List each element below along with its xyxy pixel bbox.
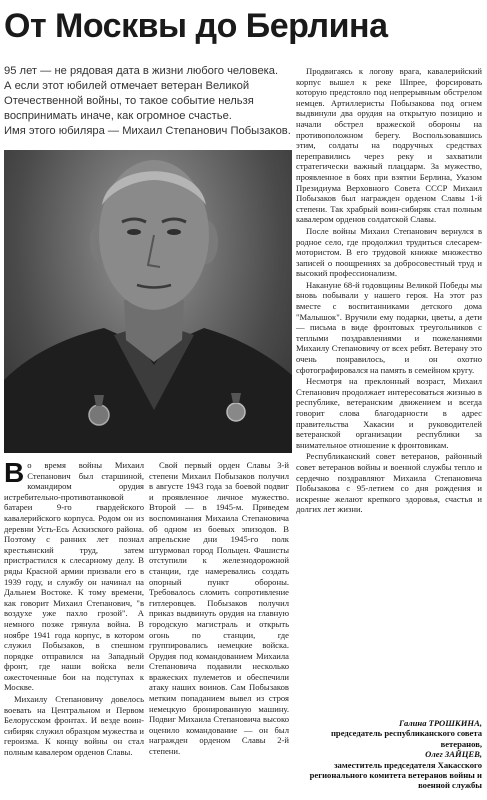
article-column-1 — [4, 457, 144, 790]
paragraph: Продвигаясь к логову врага, кавалерийский корпус вышел к реке Шпрее, форсировать которую предстояло под непрерывным обстрелом немцев. Артиллеристы Побызакова под огнем выдвинули два орудия на открытую позицию и начали обстрел вражеской обороны на противоположном берегу. Воспользовавшись этим, солдаты на подручных средствах переправились через реку и захватили стратегически важный плацдарм. За мужество, проявленное в боях при взятии Берлина, Указом Президиума Верховного Совета СССР Михаил Побызаков был награжден орденом Славы 1-й степени. Так храбрый воин-сибиряк стал полным кавалером орденов солдатской Славы. — [296, 66, 482, 225]
signature-role: председатель республиканского совета ветеранов, — [330, 728, 482, 749]
article-column-3 — [296, 66, 482, 726]
signature-name: Галина ТРОШКИНА, — [398, 718, 482, 728]
paragraph: После войны Михаил Степанович вернулся в родное село, где продолжил трудиться слесарем-мотористом. В его трудовой книжке множество записей о поощрениях за добросовестный труд и высокий профессионализм. — [296, 225, 482, 279]
drop-cap: В — [4, 457, 25, 488]
lead-line: Имя этого юбиляра — Михаил Степанович Побызаков. — [4, 125, 291, 137]
paragraph: Несмотря на преклонный возраст, Михаил Степанович продолжает интересоваться жизнью в республике, ветеранским движением и всегда говорит слова благодарности в адрес правительства Хакасии и руководителей ветеранской организации республики за внимательное отношение к фронтовикам. — [296, 376, 482, 450]
article-signature — [296, 718, 482, 791]
article-lead — [4, 64, 294, 139]
signature-name: Олег ЗАЙЦЕВ, — [425, 749, 482, 760]
signature-role: заместитель председателя Хакасского регионального комитета ветеранов войны и военной службы — [309, 759, 482, 791]
veteran-portrait-photo — [4, 150, 292, 453]
lead-line: 95 лет — не рядовая дата в жизни любого человека. — [4, 65, 279, 77]
article-column-2 — [149, 460, 289, 790]
paragraph: Свой первый орден Славы 3-й степени Михаил Побызаков получил в августе 1943 года за боевой подвиг и проявленное личное мужество. Второй — в 1945-м. Приведем воспоминания Михаила Степановича об одном из боевых эпизодов. В апрельские дни 1945-го полк штурмовал город Польцен. Фашисты отступили к железнодорожной станции, где намеревались создать опорный пункт обороны. Требовалось сломить сопротивление гитлеровцев. Побызаков получил приказ выдвинуть орудия на главную городскую магистраль и открыть огонь по станции, где группировались немецкие войска. Орудия под командованием Михаила Степановича подавили несколько вражеских пулеметов и обеспечили атаку наших воинов. Сам Побызаков метким попаданием вывел из строя немецкую бронированную машину. Подвиг Михаила Степановича высоко оценило командование — он был награжден орденом Славы 2-й степени. — [149, 460, 289, 757]
paragraph: Во время войны Михаил Степанович был старшиной, командиром орудия истребительно-противотанковой батареи 9-го гвардейского кавалерийского корпуса. Родом он из деревни Усть-Есь Аскизского района. Поэтому с ранних лет познал крестьянский труд, затем пристрастился к слесарному делу. В ряды Красной армии призвали его в 1939 году, и службу он начинал на Дальнем Востоке. К тому времени, как говорит Михаил Степанович, "в воздухе уже пахло грозой". А немного позже грянула война. В ноябре 1941 года корпус, в котором служил Побызаков, в спешном порядке отправился на Западный фронт, где наши войска вели ожесточенные бои на подступах к Москве. — [4, 457, 144, 693]
article-title: От Москвы до Берлина — [4, 7, 388, 45]
paragraph: Республиканский совет ветеранов, районный совет ветеранов войны и военной службы тепло и сердечно поздравляют Михаила Степановича Побызакова с 95-летием со дня рождения и искренне желают крепкого здоровья, счастья и долгих лет жизни. — [296, 451, 482, 515]
paragraph: Михаилу Степановичу довелось воевать на Центральном и Первом Белорусском фронтах. И везде воин-сибиряк служил образцом мужества и героизма. К концу войны он стал полным кавалером орденов Славы. — [4, 694, 144, 758]
paragraph: Накануне 68-й годовщины Великой Победы мы вновь побывали у нашего героя. На этот раз вместе с воспитанниками детского дома "Малышок". Вручили ему подарки, цветы, а дети — письма в виде фронтовых треугольников с теплыми поздравлениями и пожеланиями Михаилу Степановичу от всех ребят. Ветерану это очень понравилось, и он охотно сфотографировался на память в семейном кругу. — [296, 279, 482, 375]
lead-line: А если этот юбилей отмечает ветеран Великой Отечественной войны, то такое событие нельзя воспринимать иначе, как огромное счастье. — [4, 80, 254, 122]
